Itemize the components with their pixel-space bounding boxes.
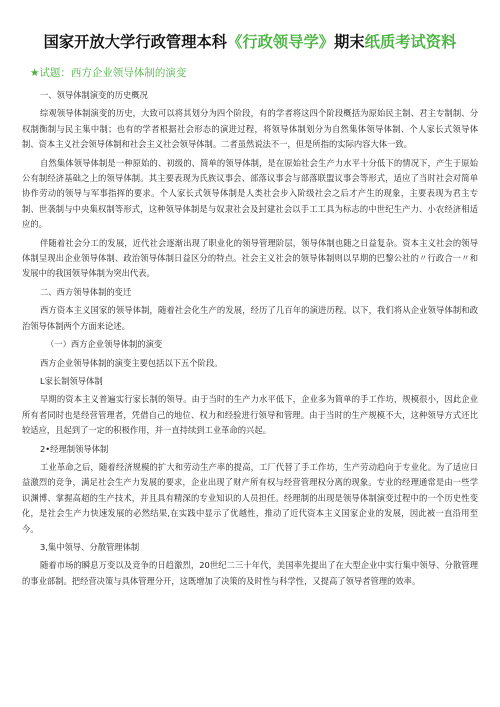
item-label-manager: 2•经理制领导体制 <box>40 443 109 454</box>
item-label-patriarchal: L家长制领导体制 <box>40 375 103 386</box>
title-part2: 期末 <box>334 33 365 51</box>
title-part3: 纸质考试资料 <box>364 33 457 51</box>
title-part1: 国家开放大学行政管理本科 <box>43 33 228 51</box>
star-icon: ★ <box>30 67 40 79</box>
title-course: 《行政领导学》 <box>227 33 335 51</box>
section-heading-history: 一、领导体制演变的历史概况 <box>40 90 148 100</box>
paragraph: 自然集体领导体制是一种原始的、初级的、简单的领导体制，是在原始社会生产力水平十分低下的情况下，产生于原始公有制经济基础之上的领导体制。其主要表现为氏族议事会、部落议事会与部落联盟议事会等形式，适应了当时社会对简单协作劳动的领导与军事指挥的要求。个人家长式领导体制是人类社会步入阶级社会之后才产生的现象，主要表现为君主专制、世袭制与中央集权制等形式，这种领导体制是与奴隶社会及封建社会以手工工具为标志的中世纪生产力、小农经济相适应的。 <box>22 157 478 230</box>
paragraph: 综观领导体制演变的历史，大致可以将其划分为四个阶段，有的学者将这四个阶段概括为原始民主制、君主专制制、分权制衡制与民主集中制；也有的学者根据社会形态的演进过程，将领导体制划分为自然集体领导体制、个人家长式领导体制、资本主义社会领导体制和社会主义社会领导体制。二者虽然说法不一，但是所指的实际内容大体一致。 <box>22 108 478 150</box>
paragraph: 伴随着社会分工的发展，近代社会逐渐出现了职业化的领导管理阶层，领导体制也随之日益复杂。资本主义社会的领导体制呈现出企业领导体制、政治领导体制日益区分的特点。社会主义社会的领导体制则以早期的巴黎公社的〃行政合一〃和发展中的我国领导体制为突出代表。 <box>22 237 478 279</box>
paragraph: 西方企业领导体制的演变主要包括以下五个阶段。 <box>40 357 223 368</box>
paragraph: 工业革命之后，随着经济规模的扩大和劳动生产率的提高，工厂代替了手工作坊，生产劳动趋向于专业化。为了适应日益激烈的竞争，满足社会生产力发展的要求，企业出现了财产所有权与经营管理权分离的现象。专业的经理通常是由一些学识渊博、掌握高超的生产技术，并且具有精深的专业知识的人员担任。经理制的出现是领导体制演变过程中的一个历史性变化，是社会生产力快速发展的必然结果,在实践中显示了优越性，推动了近代资本主义国家企业的发展，因此被一直沿用至今。 <box>22 461 478 534</box>
document-title <box>22 32 478 52</box>
paragraph: 随着市场的瞬息万变以及竞争的日趋激烈，20世纪二三十年代，美国率先提出了在大型企业中实行集中领导、分散管理的事业部制。把经营决策与具体管理分开，这既增加了决策的及时性与科学性，又提高了领导者管理的效率。 <box>22 560 478 586</box>
question-topic <box>30 66 478 81</box>
subsection-heading-enterprise: （一）西方企业领导体制的演变 <box>46 339 163 350</box>
item-label-centralized: 3,集中领导、分散管理体制 <box>40 541 140 552</box>
paragraph: 早期的资本主义普遍实行家长制的领导。由于当时的生产力水平低下，企业多为简单的手工作坊，规模很小，因此企业所有者同时也是经营管理者，凭借自己的地位、权力和经验进行领导和管理。由于当时的生产规模不大，这种领导方式还比较适应，且起到了一定的积极作用，并一直持续到工业革命的兴起。 <box>22 394 478 436</box>
topic-label: 试题：西方企业领导体制的演变 <box>39 67 187 79</box>
section-heading-west: 二、西方领导体制的变迁 <box>40 286 132 297</box>
document-body <box>22 88 478 589</box>
paragraph: 西方资本主义国家的领导体制，随着社会化生产的发展，经历了几百年的演进历程。以下，我们将从企业领导体制和政治领导体制两个方面来论述。 <box>22 305 478 331</box>
